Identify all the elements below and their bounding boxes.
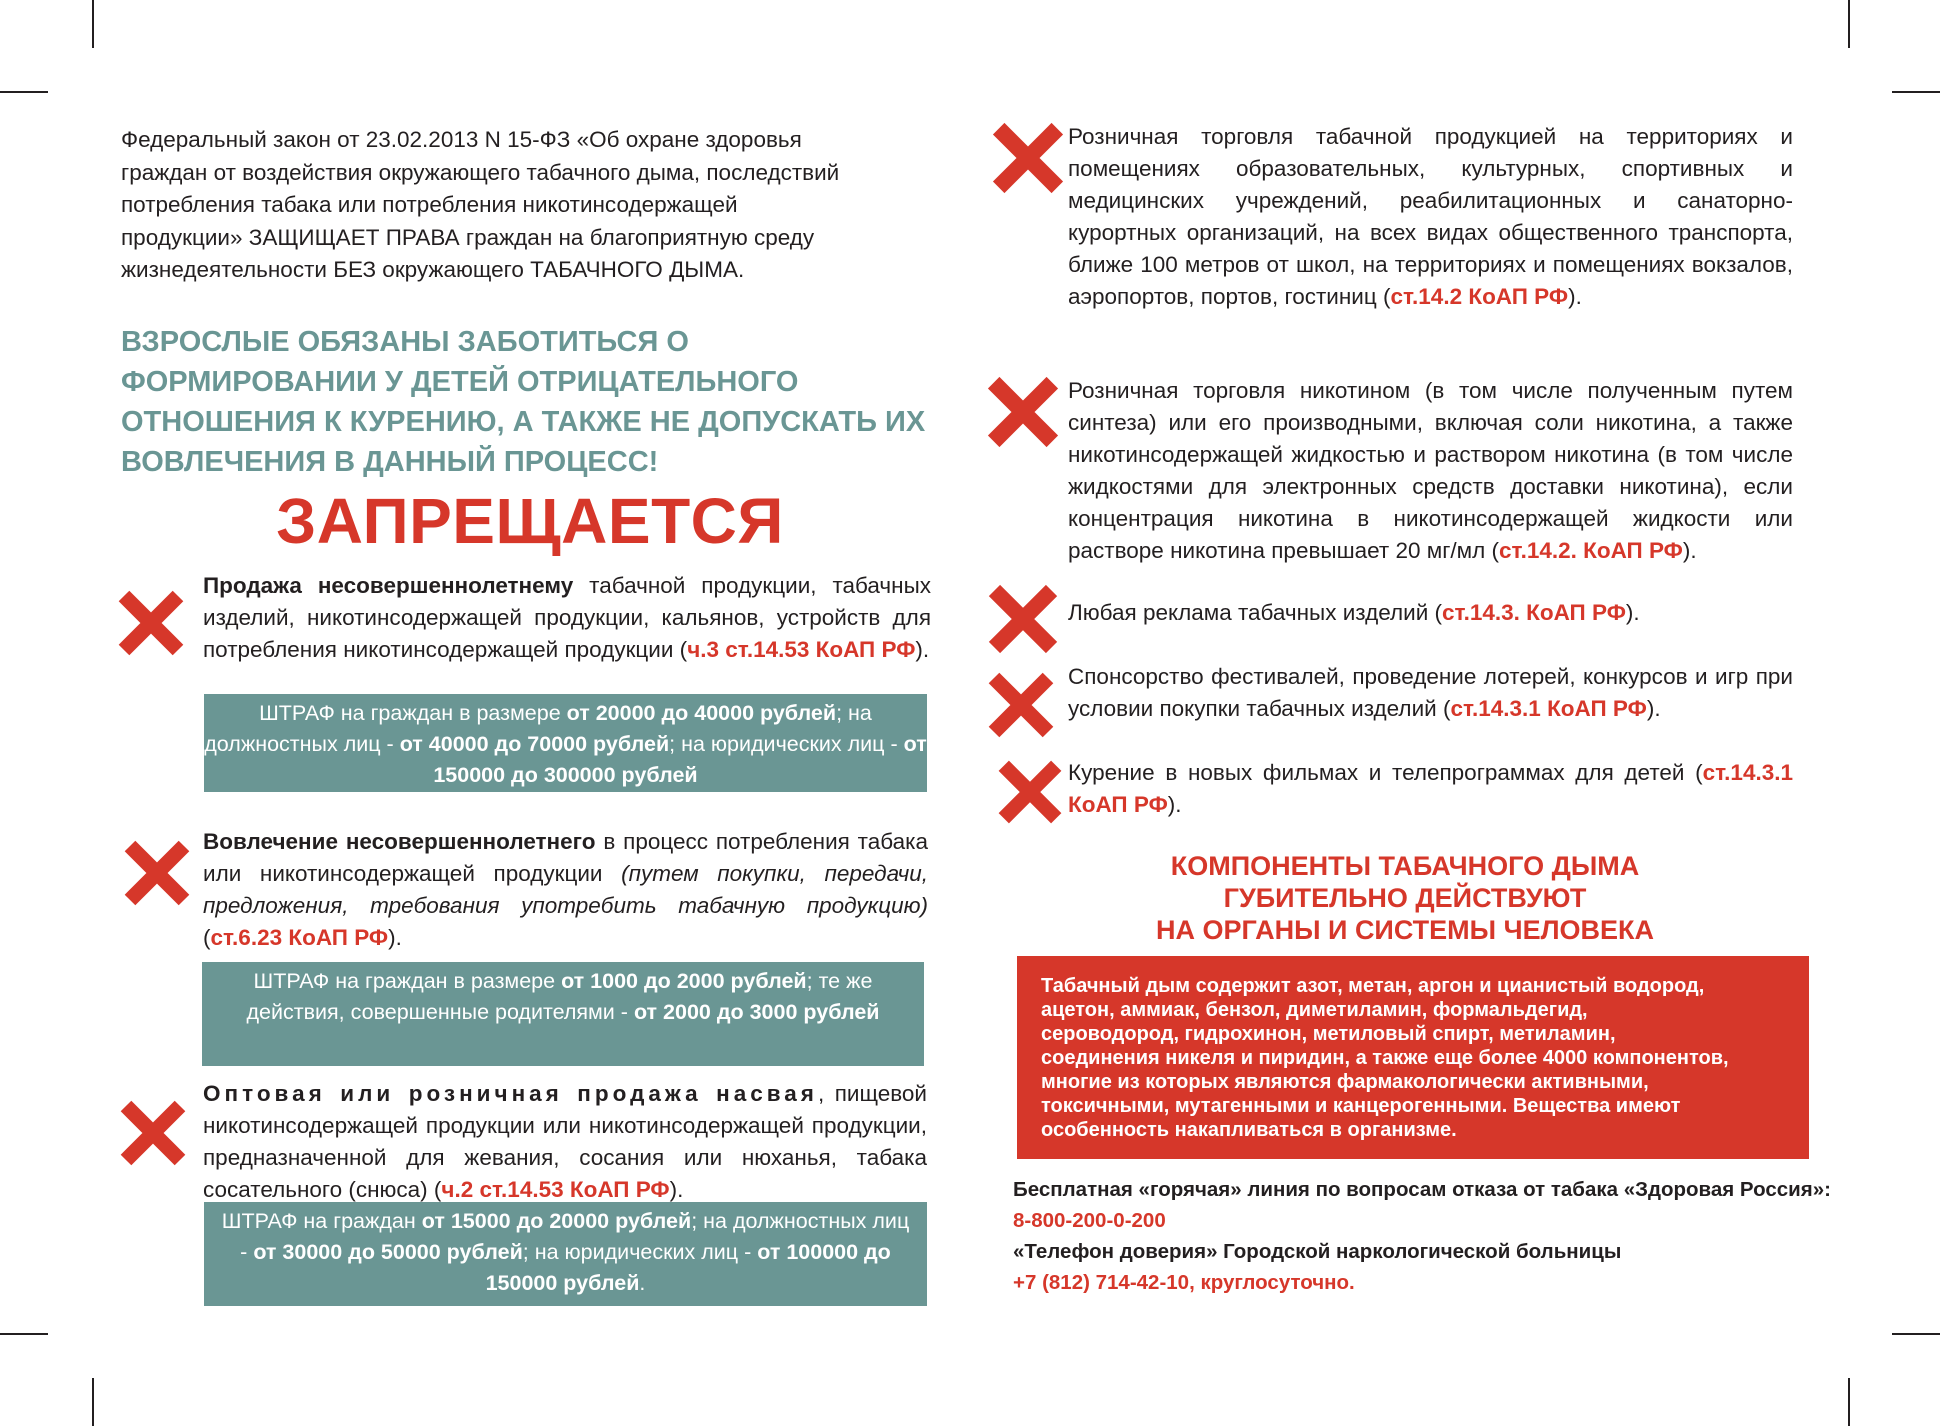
item-end: ).	[1568, 284, 1582, 309]
law-reference: ст.14.2. КоАП РФ	[1499, 538, 1683, 563]
prohibition-smoking-in-films	[1068, 757, 1793, 821]
crop-mark	[0, 1333, 48, 1335]
smoke-line: многие из которых являются фармакологически активными,	[1041, 1071, 1649, 1093]
prohibition-advertising	[1068, 597, 1793, 629]
item-text: Спонсорство фестивалей, проведение лотерей, конкурсов и игр при условии покупки табачных изделий (	[1068, 664, 1793, 721]
fine-amount: от 15000 до 20000 рублей	[421, 1209, 692, 1233]
fine-text: ; на должностных лиц -	[240, 1209, 910, 1264]
item-end: ).	[1625, 600, 1640, 625]
crop-mark	[92, 1378, 94, 1426]
law-reference: ст.14.3. КоАП РФ	[1442, 600, 1626, 625]
item-end: ).	[1646, 696, 1661, 721]
crop-mark	[1848, 1378, 1850, 1426]
fine-amount: от 100000 до 150000 рублей	[485, 1240, 891, 1295]
smoke-line: соединения никеля и пиридин, а также еще более 4000 компонентов,	[1041, 1047, 1729, 1069]
fine-text: .	[639, 1271, 646, 1295]
item-text: Курение в новых фильмах и телепрограммах для детей (	[1068, 760, 1703, 785]
item-end: ).	[669, 1177, 684, 1202]
fine-text: ; те же действия, совершенные родителями -	[246, 969, 873, 1024]
item-text: табачной продукции, табачных изделий, никотинсодержащей продукции, кальянов, устройств для потребления никотинсодержащей продукции (	[203, 573, 931, 662]
fine-amount: от 150000 до 300000 рублей	[433, 732, 927, 787]
item-end: ).	[1167, 792, 1182, 817]
fine-text: ; на должностных лиц -	[204, 701, 872, 756]
fine-text: ШТРАФ на граждан	[221, 1209, 422, 1233]
smoke-line: особенность накапливаться в организме.	[1041, 1119, 1457, 1141]
item-bold: Вовлечение несовершеннолетнего	[203, 829, 596, 854]
trust-line-text: «Телефон доверия» Городской наркологической больницы	[1013, 1240, 1622, 1263]
hotline-text: Бесплатная «горячая» линия по вопросам отказа от табака «Здоровая Россия»:	[1013, 1178, 1831, 1201]
law-reference: ч.2 ст.14.53 КоАП РФ	[441, 1177, 670, 1202]
crop-mark	[92, 0, 94, 48]
item-italic: (путем покупки, передачи, предложения, требования употребить табачную продукцию)	[203, 861, 928, 918]
fine-text: ШТРАФ на граждан в размере	[253, 969, 562, 993]
forbidden-title: ЗАПРЕЩАЕТСЯ	[276, 485, 784, 557]
fine-text: ШТРАФ на граждан в размере	[259, 701, 567, 725]
hotline-info	[1013, 1174, 1833, 1298]
smoke-line: токсичными, мутагенными и канцерогенными. Вещества имеют	[1041, 1095, 1681, 1117]
item-bold: Оптовая или розничная продажа насвая	[203, 1081, 818, 1106]
item-text: Розничная торговля табачной продукцией на территориях и помещениях образовательных, культурных, спортивных и медицинских учреждений, реабилитационных и санаторно-курортных организаций, на всех видах общественного транспорта, ближе 100 метров от школ, на территориях и помещениях вокзалов, аэропортов, портов, гостиниц (	[1068, 124, 1793, 309]
law-reference: ст.14.3.1 КоАП РФ	[1068, 760, 1793, 817]
red-cross-icon	[985, 374, 1061, 450]
crop-mark	[1892, 1333, 1940, 1335]
hazard-title	[1010, 850, 1800, 946]
prohibition-sale-to-minor	[203, 570, 931, 666]
hazard-title-line: НА ОРГАНЫ И СИСТЕМЫ ЧЕЛОВЕКА	[1155, 915, 1655, 945]
smoke-line: сероводород, гидрохинон, метиловый спирт, метиламин,	[1041, 1023, 1616, 1045]
fine-box	[204, 694, 927, 792]
red-cross-icon	[118, 1098, 188, 1168]
law-intro: Федеральный закон от 23.02.2013 N 15-ФЗ «Об охране здоровья граждан от воздействия окружающего табачного дыма, последствий потребления табака или потребления никотинсодержащей продукции» ЗАЩИЩАЕТ ПРАВА граждан на благоприятную среду жизнедеятельности БЕЗ окружающего ТАБАЧНОГО ДЫМА.	[121, 127, 840, 282]
law-reference: ч.3 ст.14.53 КоАП РФ	[687, 637, 916, 662]
fine-text: ; на юридических лиц -	[522, 1240, 758, 1264]
hazard-title-line: КОМПОНЕНТЫ ТАБАЧНОГО ДЫМА	[1170, 851, 1640, 881]
fine-amount: от 2000 до 3000 рублей	[633, 1000, 880, 1024]
smoke-line: Табачный дым содержит азот, метан, аргон и цианистый водород,	[1041, 975, 1705, 997]
trust-line-phone[interactable]: +7 (812) 714-42-10, круглосуточно.	[1013, 1271, 1355, 1294]
smoke-line: ацетон, аммиак, бензол, диметиламин, формальдегид,	[1041, 999, 1588, 1021]
item-text: Любая реклама табачных изделий (	[1068, 600, 1443, 625]
item-text: Розничная торговля никотином (в том числе полученным путем синтеза) или его производными, включая соли никотина, а также никотинсодержащей жидкостью и раствором никотина (в том числе жидкостями для электронных средств доставки никотина), если концентрация никотина в никотинсодержащей жидкости или растворе никотина превышает 20 мг/мл (	[1068, 378, 1793, 563]
law-reference: ст.14.2 КоАП РФ	[1390, 284, 1569, 309]
hotline-phone[interactable]: 8-800-200-0-200	[1013, 1209, 1166, 1232]
item-bold: Продажа несовершеннолетнему	[203, 573, 574, 598]
red-cross-icon	[122, 838, 192, 908]
prohibition-nasvay-sale	[203, 1078, 927, 1206]
fine-text: ; на юридических лиц -	[669, 732, 904, 756]
crop-mark	[1848, 0, 1850, 48]
law-reference: ст.14.3.1 КоАП РФ	[1450, 696, 1647, 721]
duty-heading: ВЗРОСЛЫЕ ОБЯЗАНЫ ЗАБОТИТЬСЯ О ФОРМИРОВАНИИ У ДЕТЕЙ ОТРИЦАТЕЛЬНОГО ОТНОШЕНИЯ К КУРЕНИЮ, А ТАКЖЕ НЕ ДОПУСКАТЬ ИХ ВОВЛЕЧЕНИЯ В ДАННЫЙ ПРОЦЕСС!	[121, 326, 926, 478]
fine-box	[202, 962, 924, 1066]
hazard-title-line: ГУБИТЕЛЬНО ДЕЙСТВУЮТ	[1223, 883, 1587, 913]
fine-box	[204, 1202, 927, 1306]
prohibition-involving-minor	[203, 826, 928, 954]
item-end: ).	[388, 925, 402, 950]
item-text: , пищевой никотинсодержащей продукции или никотинсодержащей продукции, предназначенной для жевания, сосания или нюханья, табака сосательного (снюса) (	[203, 1081, 928, 1202]
red-cross-icon	[116, 588, 186, 658]
smoke-components-box	[1017, 956, 1809, 1159]
item-text: (	[203, 925, 211, 950]
fine-amount: от 30000 до 50000 рублей	[253, 1240, 523, 1264]
fine-amount: от 1000 до 2000 рублей	[561, 969, 807, 993]
prohibition-sponsorship	[1068, 661, 1793, 725]
red-cross-icon	[996, 758, 1064, 826]
law-reference: ст.6.23 КоАП РФ	[210, 925, 389, 950]
item-end: ).	[1682, 538, 1697, 563]
crop-mark	[0, 91, 48, 93]
crop-mark	[1892, 91, 1940, 93]
prohibition-nicotine-retail	[1068, 375, 1793, 567]
fine-amount: от 20000 до 40000 рублей	[566, 701, 837, 725]
item-end: ).	[915, 637, 930, 662]
item-text: в процесс потребления табака или никотинсодержащей продукции	[203, 829, 928, 886]
fine-amount: от 40000 до 70000 рублей	[399, 732, 670, 756]
red-cross-icon	[990, 120, 1066, 196]
red-cross-icon	[986, 670, 1056, 740]
red-cross-icon	[986, 582, 1060, 656]
prohibition-retail-locations	[1068, 121, 1793, 313]
